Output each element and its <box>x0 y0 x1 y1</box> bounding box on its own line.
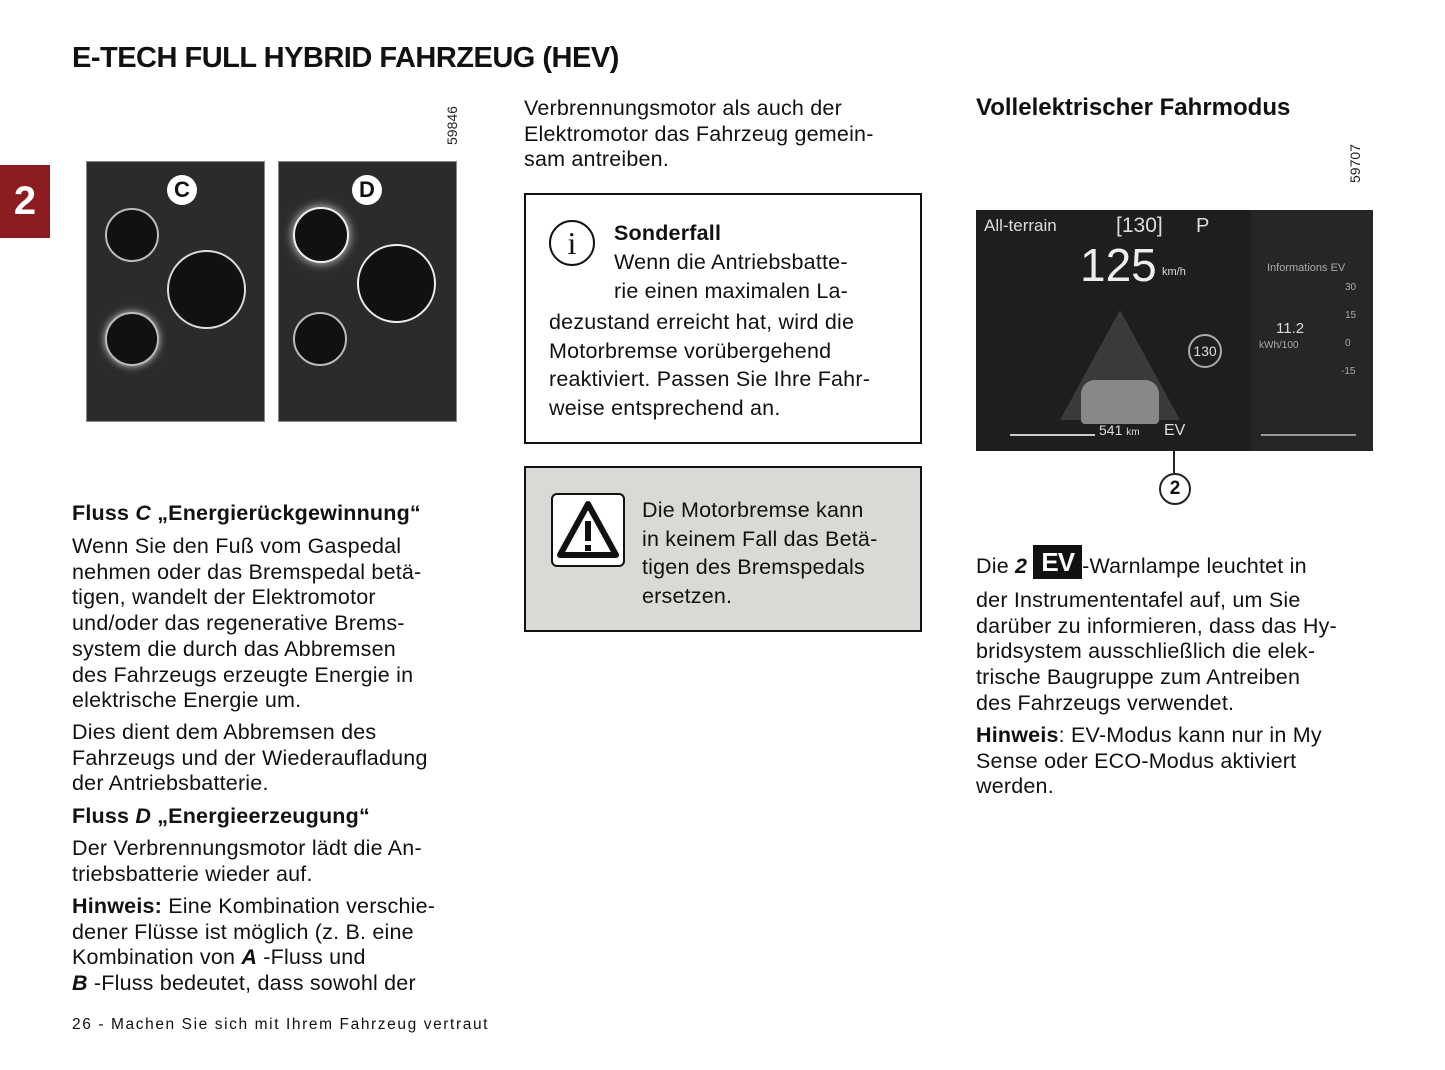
gear: P <box>1196 215 1210 237</box>
callout-line <box>1173 451 1175 473</box>
battery-gauge <box>1261 434 1356 436</box>
heading-title: „Energierückgewinnung“ <box>151 501 421 525</box>
scale-tick: 30 <box>1345 282 1357 293</box>
info-text: dezustand erreicht hat, wird die Motorbremse vorübergehend reaktiviert. Passen Sie Ihre Fahr- weise entsprechend an. <box>549 310 871 420</box>
ev-indicator: EV <box>1164 422 1186 439</box>
callout-2: 2 <box>1159 473 1191 505</box>
ev-info-title: Informations EV <box>1267 262 1346 274</box>
panel-c-label: C <box>167 175 197 205</box>
scale-tick: 15 <box>1345 310 1357 321</box>
figure-ref: 59707 <box>1347 144 1363 183</box>
warning-text: Die Motorbremse kann in keinem Fall das Betä- tigen des Bremspedals ersetzen. <box>642 498 878 608</box>
heading-title: „Energieerzeugung“ <box>151 804 370 828</box>
hinweis-label: Hinweis: <box>72 894 163 918</box>
text: Kombination von <box>72 945 242 970</box>
range-value: 541 <box>1099 422 1123 438</box>
hinweis-text: : EV-Modus kann nur in My Sense oder ECO-Modus aktiviert werden. <box>976 723 1322 799</box>
ev-info-panel <box>1251 210 1373 451</box>
text: -Fluss bedeutet, dass sowohl der <box>87 971 416 996</box>
hinweis-note <box>72 894 435 997</box>
fluss-c-heading <box>72 501 421 527</box>
text: -Fluss und <box>257 945 366 970</box>
range-unit: km <box>1126 427 1140 438</box>
battery-icon <box>105 312 159 366</box>
info-line: rie einen maximalen La- <box>614 279 849 303</box>
heading-prefix: Fluss <box>72 501 136 525</box>
speed-unit: km/h <box>1162 266 1186 278</box>
speed-limit-set: [130] <box>1116 214 1163 237</box>
page-title: E-TECH FULL HYBRID FAHRZEUG (HEV) <box>72 42 619 74</box>
text: Die <box>976 554 1016 578</box>
consumption-value: 11.2 <box>1276 320 1305 337</box>
car-icon <box>1081 380 1159 424</box>
ev-lamp-line <box>976 545 1307 583</box>
page-footer: 26 - Machen Sie sich mit Ihrem Fahrzeug vertraut <box>72 1016 490 1033</box>
ev-warning-lamp-icon: EV <box>1033 545 1082 579</box>
scale-tick: -15 <box>1341 366 1356 377</box>
info-title: Sonderfall <box>614 221 722 245</box>
flow-d-panel <box>278 161 457 422</box>
flow-letter: B <box>72 971 88 996</box>
section-heading: Vollelektrischer Fahrmodus <box>976 94 1291 121</box>
text: Eine Kombination verschie- <box>162 894 436 918</box>
heading-letter: C <box>135 501 152 525</box>
drive-mode: All-terrain <box>984 216 1057 235</box>
fluss-c-text: Wenn Sie den Fuß vom Gaspedal nehmen oder das Bremspedal betä- tigen, wandelt der Elektromotor und/oder das regenerative Brems- system die durch das Abbremsen des Fahrzeugs erzeugte Energie in elektrische Energie um. <box>72 534 422 713</box>
engine-icon <box>293 207 349 263</box>
fluss-d-text: Der Verbrennungsmotor lädt die An- triebsbatterie wieder auf. <box>72 836 422 886</box>
continued-text: Verbrennungsmotor als auch der Elektromotor das Fahrzeug gemein- sam antreiben. <box>524 96 874 172</box>
range <box>1099 422 1140 438</box>
panel-d-label: D <box>352 175 382 205</box>
text: -Warnlampe leuchtet in <box>1082 554 1307 578</box>
consumption-unit: kWh/100 <box>1259 340 1299 351</box>
fluss-c-text-2: Dies dient dem Abbremsen des Fahrzeugs und der Wiederaufladung der Antriebsbatterie. <box>72 720 428 796</box>
figure-ref: 59846 <box>444 106 460 145</box>
flow-letter: A <box>241 945 258 970</box>
heading-prefix: Fluss <box>72 804 136 828</box>
car-icon <box>167 250 246 329</box>
text: dener Flüsse ist möglich (z. B. eine <box>72 919 414 944</box>
fluss-d-heading <box>72 804 370 830</box>
info-box <box>524 193 922 444</box>
callout-ref: 2 <box>1015 554 1028 578</box>
ev-description: der Instrumententafel auf, um Sie darüber zu informieren, dass das Hy- bridsystem ausschließlich die elek- trische Baugruppe zum Antreiben des Fahrzeugs verwendet. <box>976 588 1337 715</box>
info-line: Wenn die Antriebsbatte- <box>614 250 848 274</box>
chapter-tab: 2 <box>0 165 50 238</box>
battery-icon <box>293 312 347 366</box>
speed: 125 <box>1080 239 1157 291</box>
heading-letter: D <box>135 804 152 828</box>
fuel-gauge <box>1010 434 1095 436</box>
car-icon <box>357 244 436 323</box>
ev-hinweis <box>976 723 1322 800</box>
warning-icon <box>551 493 625 567</box>
scale-tick: 0 <box>1345 338 1351 349</box>
warning-box <box>524 466 922 632</box>
engine-icon <box>105 208 159 262</box>
speed-sign: 130 <box>1188 334 1222 368</box>
info-icon: i <box>549 220 595 266</box>
flow-c-panel <box>86 161 265 422</box>
instrument-cluster-image <box>976 210 1373 451</box>
hinweis-label: Hinweis <box>976 723 1059 747</box>
